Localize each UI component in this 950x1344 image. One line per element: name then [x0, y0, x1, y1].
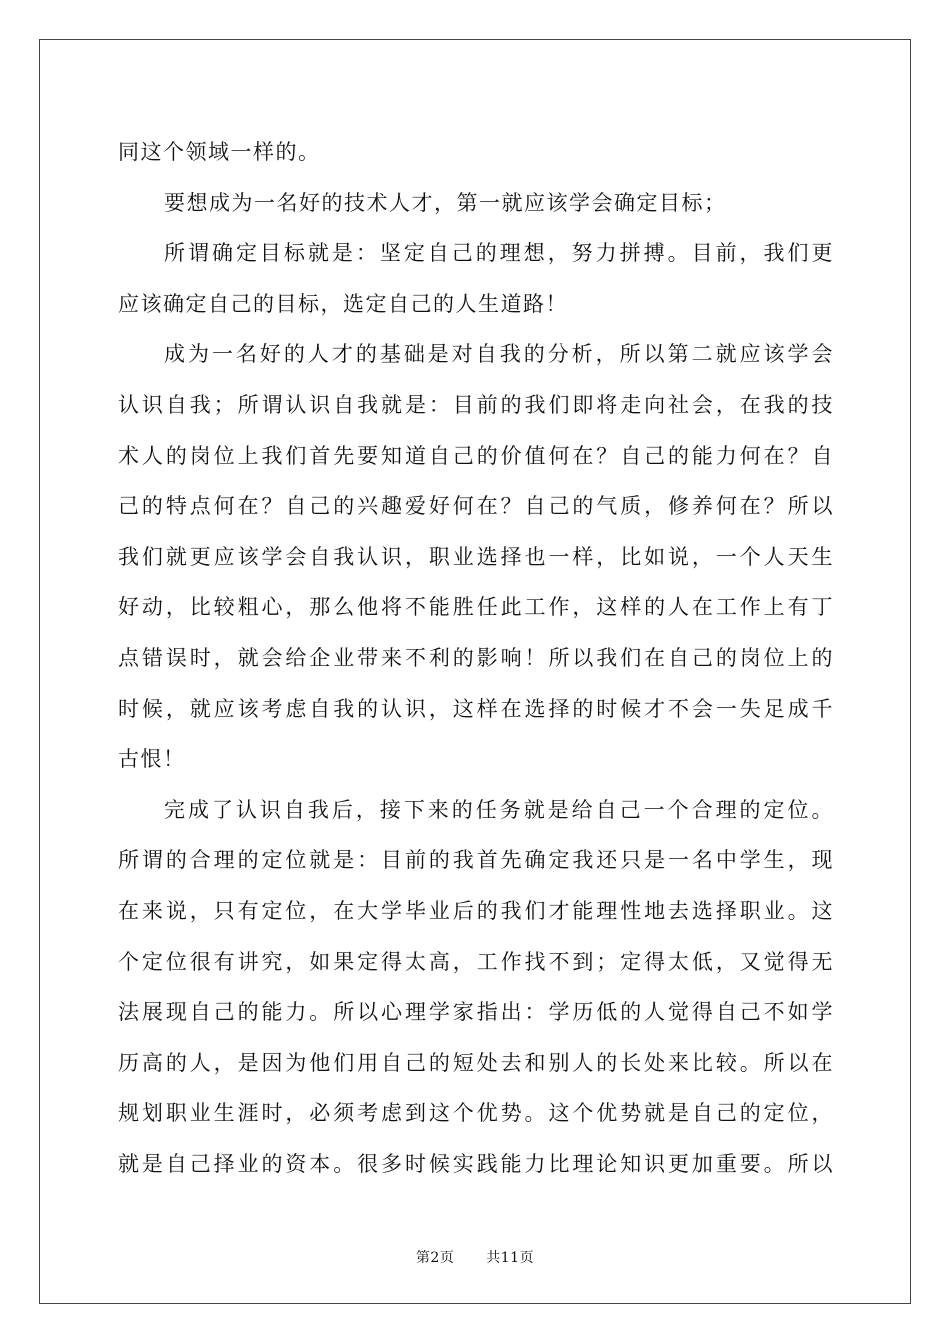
text-line: 我们就更应该学会自我认识，职业选择也一样，比如说，一个人天生 — [118, 544, 834, 569]
page-number: 第2页 — [415, 1250, 455, 1266]
text-line: 己的特点何在？自己的兴趣爱好何在？自己的气质，修养何在？所以 — [118, 494, 834, 519]
text-line: 完成了认识自我后，接下来的任务就是给自己一个合理的定位。 — [164, 797, 834, 822]
page-footer — [0, 1247, 950, 1267]
text-line: 应该确定自己的目标，选定自己的人生道路！ — [118, 291, 568, 316]
text-line: 所谓的合理的定位就是：目前的我首先确定我还只是一名中学生，现 — [118, 848, 834, 873]
document-body — [118, 127, 834, 1189]
text-line: 好动，比较粗心，那么他将不能胜任此工作，这样的人在工作上有丁 — [118, 595, 834, 620]
text-line: 个定位很有讲究，如果定得太高，工作找不到；定得太低，又觉得无 — [118, 949, 834, 974]
text-line: 成为一名好的人才的基础是对自我的分析，所以第二就应该学会 — [164, 342, 834, 367]
text-line: 同这个领域一样的。 — [118, 140, 321, 164]
text-line: 规划职业生涯时，必须考虑到这个优势。这个优势就是自己的定位， — [118, 1101, 834, 1126]
text-line: 就是自己择业的资本。很多时候实践能力比理论知识更加重要。所以 — [118, 1151, 834, 1176]
text-line: 古恨！ — [118, 747, 186, 772]
page-total: 共11页 — [486, 1250, 535, 1266]
text-line: 认识自我；所谓认识自我就是：目前的我们即将走向社会，在我的技 — [118, 392, 834, 417]
text-line: 术人的岗位上我们首先要知道自己的价值何在？自己的能力何在？自 — [118, 443, 834, 468]
text-line: 所谓确定目标就是：坚定自己的理想，努力拼搏。目前，我们更 — [164, 241, 834, 266]
text-line: 在来说，只有定位，在大学毕业后的我们才能理性地去选择职业。这 — [118, 898, 834, 923]
text-line: 法展现自己的能力。所以心理学家指出：学历低的人觉得自己不如学 — [118, 1000, 834, 1025]
text-line: 历高的人，是因为他们用自己的短处去和别人的长处来比较。所以在 — [118, 1050, 834, 1075]
text-line: 要想成为一名好的技术人才，第一就应该学会确定目标； — [164, 190, 727, 215]
text-line: 点错误时，就会给企业带来不利的影响！所以我们在自己的岗位上的 — [118, 645, 834, 670]
text-line: 时候，就应该考虑自我的认识，这样在选择的时候才不会一失足成千 — [118, 696, 834, 721]
